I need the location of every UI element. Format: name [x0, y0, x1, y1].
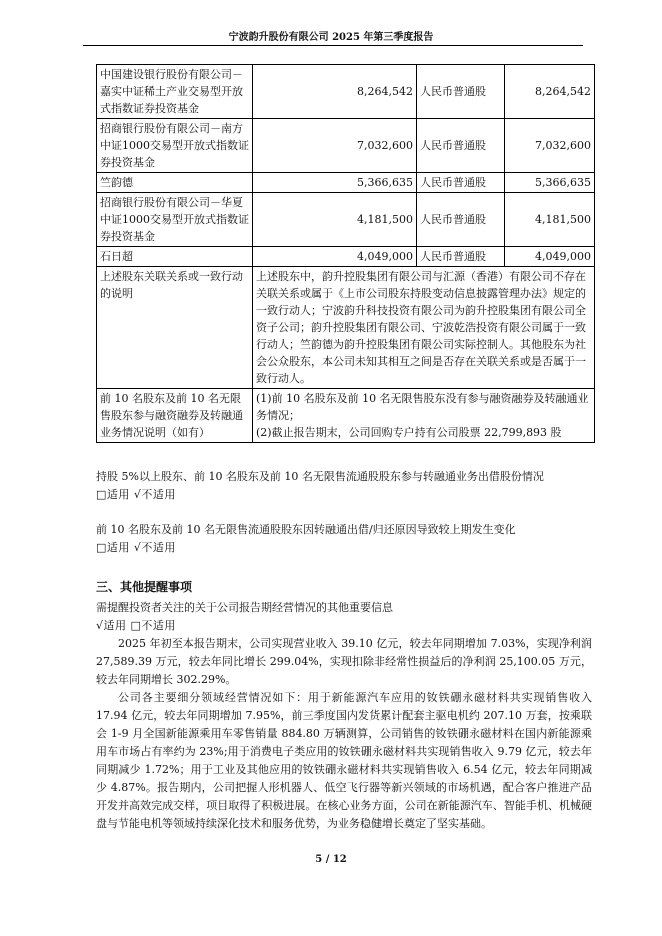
- share-count: 4,181,500: [505, 193, 595, 247]
- page-number: 5 / 12: [315, 854, 347, 865]
- change-section: [96, 521, 596, 557]
- report-header-title: 宁波韵升股份有限公司 2025 年第三季度报告: [228, 32, 434, 43]
- share-count: 7,032,600: [505, 119, 595, 173]
- holder-name: 招商银行股份有限公司－华夏中证1000交易型开放式指数证券投资基金: [97, 193, 253, 247]
- revenue-paragraph: 2025 年初至本报告期末，公司实现营业收入 39.10 亿元，较去年同期增加 7.03%，实现净利润 27,589.39 万元，较去年同比增长 299.04%，实现扣除非经常性损益后的净利润 25,100.05 万元，较去年同期增长 302.29%。: [96, 637, 592, 686]
- share-count: 4,049,000: [505, 247, 595, 267]
- table-row: [97, 193, 595, 247]
- share-type: 人民币普通股: [417, 119, 505, 173]
- holder-name: 石日超: [97, 247, 253, 267]
- holder-amount: 8,264,542: [253, 65, 417, 119]
- lending-options: □适用 √不适用: [96, 488, 176, 501]
- relation-text: 上述股东中，韵升控股集团有限公司与汇源（香港）有限公司不存在关联关系或属于《上市公司股东持股变动信息披露管理办法》规定的一致行动人；宁波韵升科技投资有限公司为韵升控股集团有限公司全资子公司；韵升控股集团有限公司、宁波乾浩投资有限公司属于一致行动人；竺韵德为韵升控股集团有限公司实际控制人。其他股东为社会公众股东，本公司未知其相互之间是否存在关联关系或是否属于一致行动人。: [253, 267, 595, 389]
- margin-line-1: (1)前 10 名股东及前 10 名无限售股东没有参与融资融券及转融通业务情况；: [256, 392, 589, 422]
- margin-label: 前 10 名股东及前 10 名无限售股东参与融资融券及转融通业务情况说明（如有）: [97, 389, 253, 443]
- relation-row: [97, 267, 595, 389]
- section-heading: 三、其他提醒事项: [96, 580, 193, 594]
- table-row: [97, 173, 595, 193]
- share-type: 人民币普通股: [417, 65, 505, 119]
- holder-amount: 4,181,500: [253, 193, 417, 247]
- shareholder-table: [96, 64, 595, 443]
- table-row: [97, 65, 595, 119]
- share-type: 人民币普通股: [417, 193, 505, 247]
- section-intro: 需提醒投资者关注的关于公司报告期经营情况的其他重要信息: [96, 601, 393, 614]
- change-text: 前 10 名股东及前 10 名无限售流通股股东因转融通出借/归还原因导致较上期发生变化: [96, 523, 516, 536]
- holder-name: 招商银行股份有限公司－南方中证1000交易型开放式指数证券投资基金: [97, 119, 253, 173]
- lending-section: [96, 468, 596, 504]
- holder-amount: 5,366,635: [253, 173, 417, 193]
- holder-name: 竺韵德: [97, 173, 253, 193]
- holder-amount: 4,049,000: [253, 247, 417, 267]
- share-type: 人民币普通股: [417, 247, 505, 267]
- lending-text: 持股 5%以上股东、前 10 名股东及前 10 名无限售流通股股东参与转融通业务出借股份情况: [96, 470, 544, 483]
- holder-name: 中国建设银行股份有限公司－嘉实中证稀土产业交易型开放式指数证券投资基金: [97, 65, 253, 119]
- margin-line-2: (2)截止报告期末，公司回购专户持有公司股票 22,799,893 股: [256, 426, 562, 439]
- table-row: [97, 247, 595, 267]
- holder-amount: 7,032,600: [253, 119, 417, 173]
- share-count: 8,264,542: [505, 65, 595, 119]
- change-options: □适用 √不适用: [96, 541, 176, 554]
- section-options: √适用 □不适用: [96, 619, 176, 632]
- header-divider: [83, 45, 583, 46]
- share-count: 5,366,635: [505, 173, 595, 193]
- relation-label: 上述股东关联关系或一致行动的说明: [97, 267, 253, 389]
- margin-text: [253, 389, 595, 443]
- table-row: [97, 119, 595, 173]
- margin-row: [97, 389, 595, 443]
- segment-paragraph: 公司各主要细分领域经营情况如下：用于新能源汽车应用的钕铁硼永磁材料共实现销售收入 17.94 亿元，较去年同期增加 7.95%，前三季度国内发货累计配套主驱电机约 207.10 万套，按乘联会 1-9 月全国新能源乘用车零售销量 884.80 万辆测算，公司销售的钕铁硼永磁材料在国内新能源乘用车市场占有率约为 23%;用于消费电子类应用的钕铁硼永磁材料共实现销售收入 9.79 亿元，较去年同期减少 1.72%；用于工业及其他应用的钕铁硼永磁材料共实现销售收入 6.54 亿元，较去年同期减少 4.87%。报告期内，公司把握人形机器人、低空飞行器等新兴领域的市场机遇，配合客户推进产品开发并高效完成交样，项目取得了积极进展。在核心业务方面，公司在新能源汽车、智能手机、机械硬盘与节能电机等领域持续深化技术和服务优势，为业务稳健增长奠定了坚实基础。: [96, 691, 592, 830]
- share-type: 人民币普通股: [417, 173, 505, 193]
